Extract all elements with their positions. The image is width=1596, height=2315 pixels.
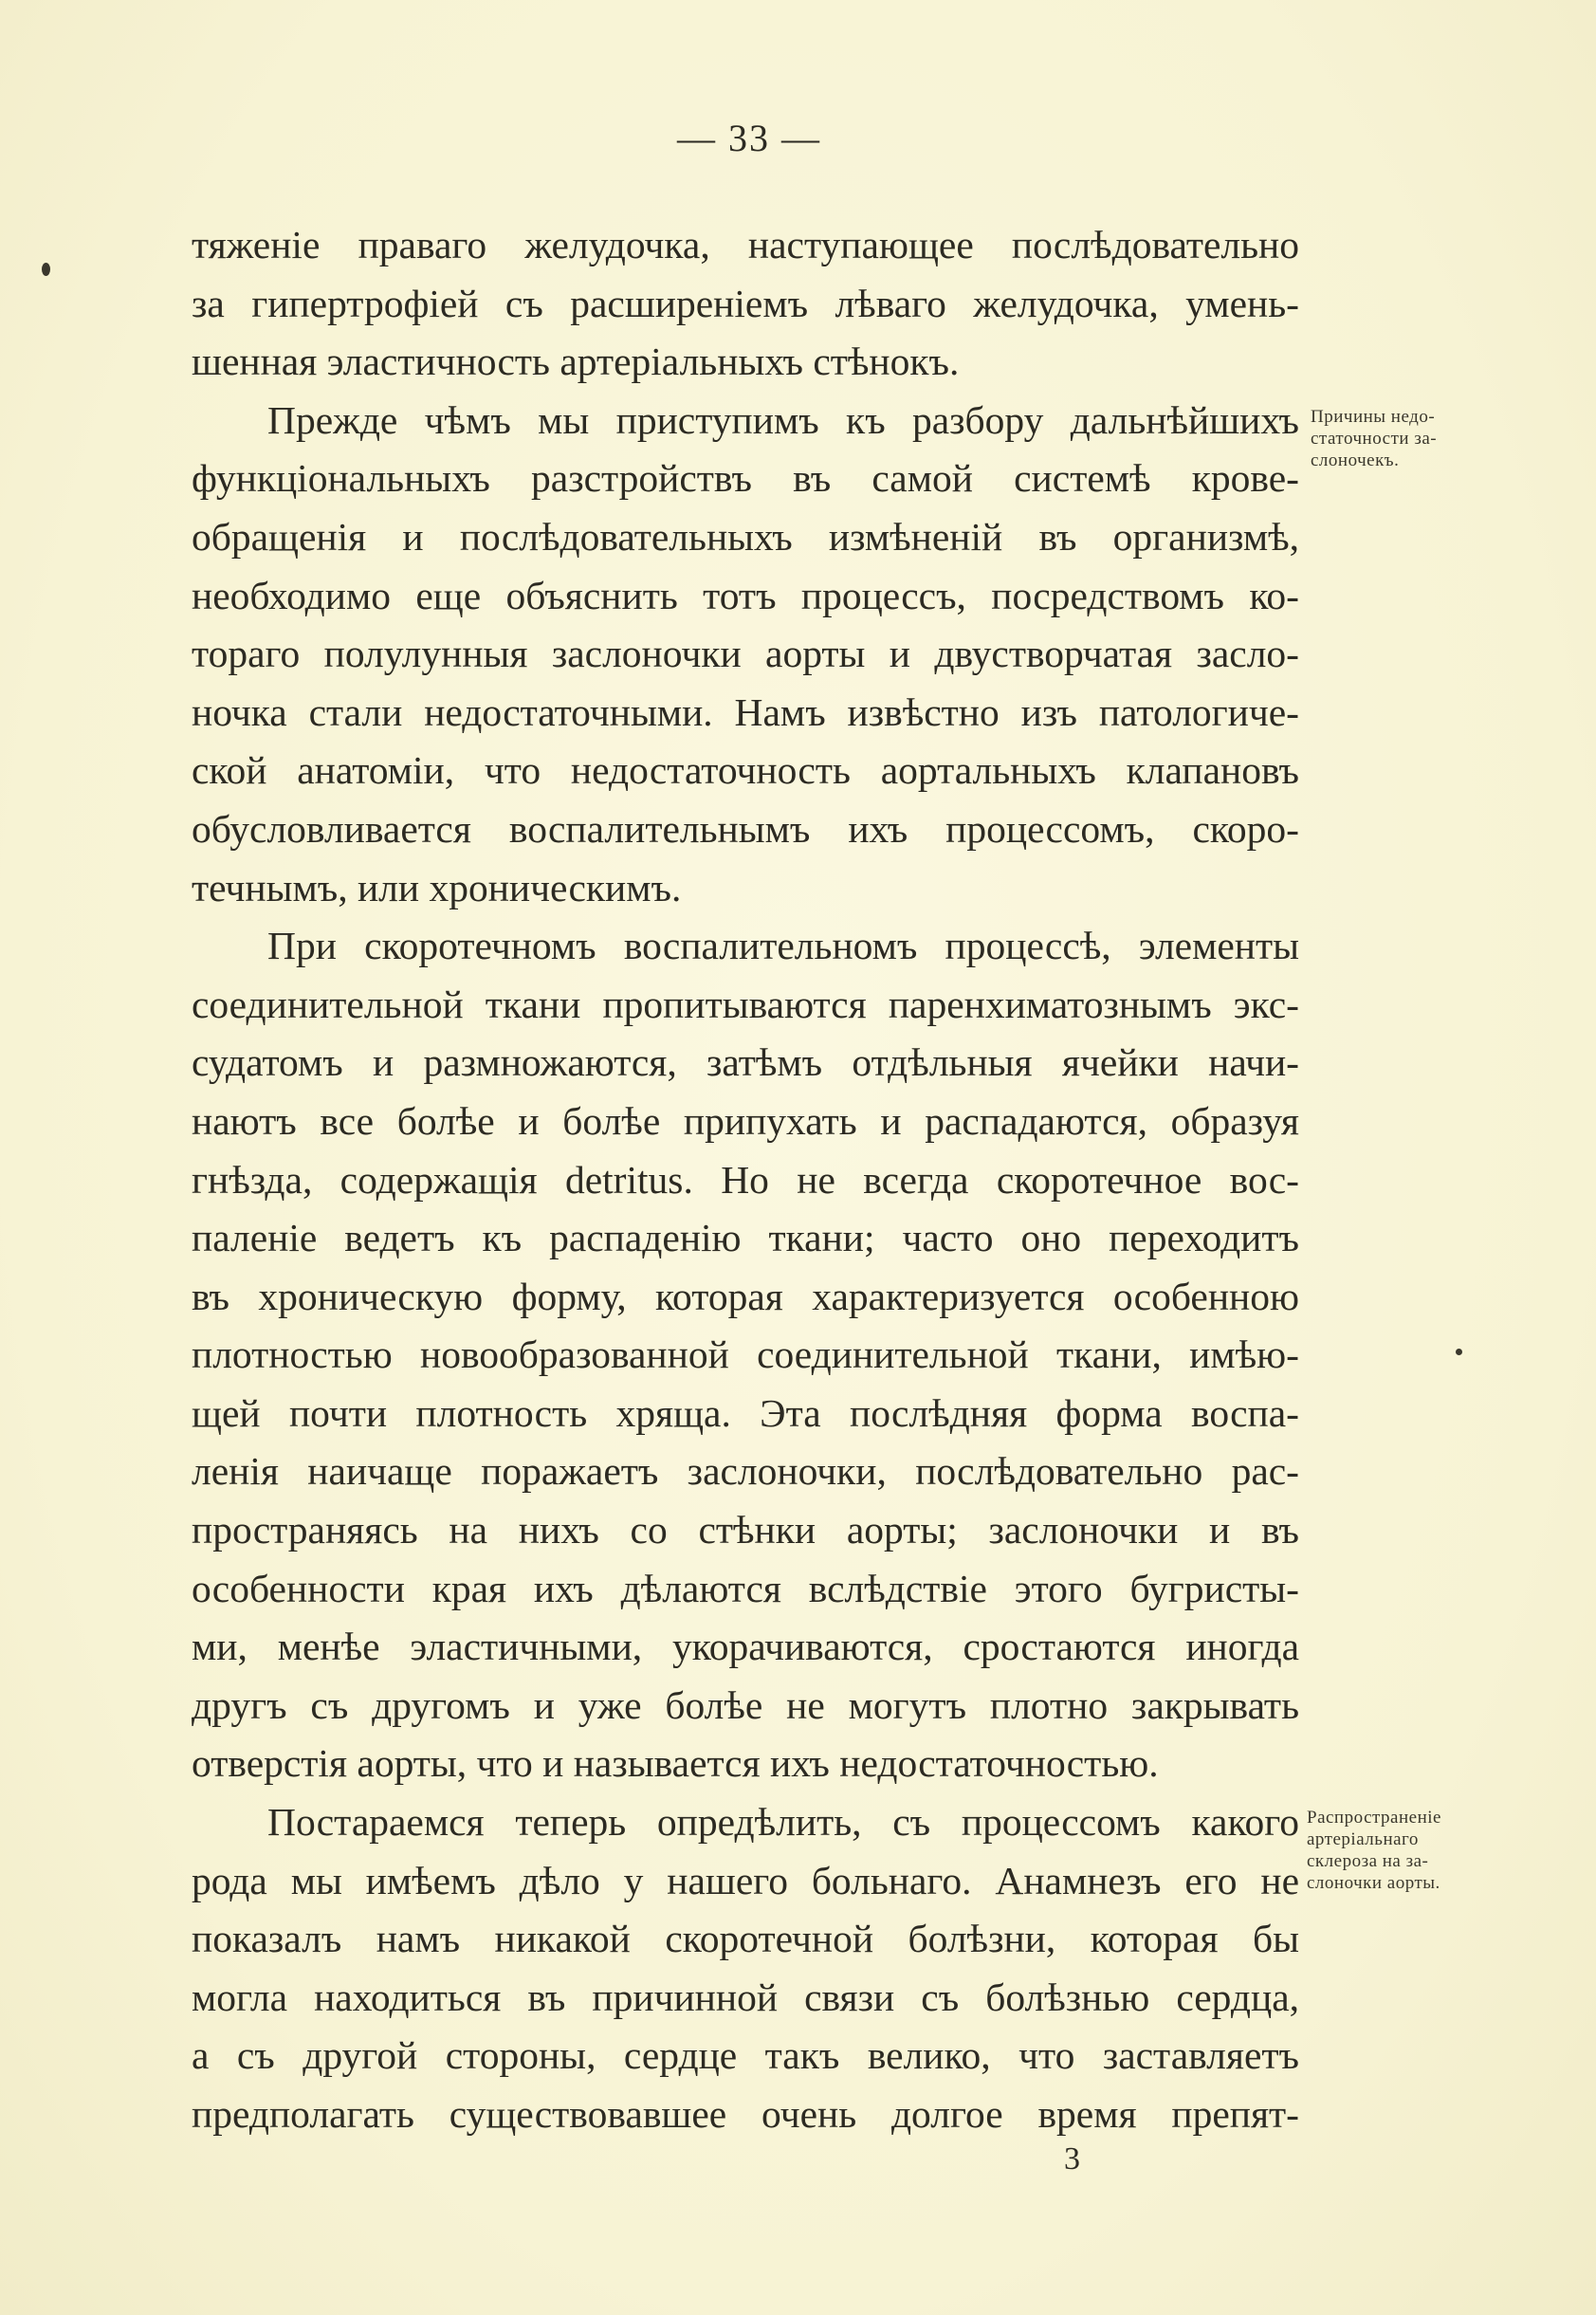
margin-note-spread — [1307, 1807, 1441, 1894]
text-line: соединительной ткани пропитываются паренхиматознымъ экс- — [192, 982, 1299, 1026]
text-line: течнымъ, или хроническимъ. — [192, 865, 682, 909]
text-line: могла находиться въ причинной связи съ болѣзнью сердца, — [192, 1975, 1299, 2019]
text-line: рода мы имѣемъ дѣло у нашего больнаго. Анамнезъ его не — [192, 1858, 1299, 1902]
text-line: особенности края ихъ дѣлаются вслѣдствіе этого бугристы- — [192, 1566, 1299, 1610]
text-line: ской анатоміи, что недостаточность аортальныхъ клапановъ — [192, 748, 1299, 793]
margin-note-line: статочности за- — [1311, 429, 1438, 449]
text-line: Прежде чѣмъ мы приступимъ къ разбору дальнѣйшихъ — [267, 397, 1299, 442]
text-line: пространяясь на нихъ со стѣнки аорты; заслоночки и въ — [192, 1508, 1299, 1553]
text-line: обусловливается воспалительнымъ ихъ процессомъ, скоро- — [192, 806, 1299, 851]
text-line: за гипертрофіей съ расширеніемъ лѣваго желудочка, умень- — [192, 281, 1299, 325]
margin-note-line: слоночки аорты. — [1307, 1873, 1440, 1893]
margin-note-line: слоночекъ. — [1311, 450, 1400, 470]
text-line: другъ съ другомъ и уже болѣе не могутъ плотно закрывать — [192, 1682, 1299, 1727]
text-line: необходимо еще объяснить тотъ процессъ, посредствомъ ко- — [192, 573, 1299, 617]
text-line: ленія наичаще поражаетъ заслоночки, послѣдовательно рас- — [192, 1449, 1299, 1494]
margin-note-causes — [1311, 406, 1437, 471]
text-line: щей почти плотность хряща. Эта послѣдняя форма воспа- — [192, 1390, 1299, 1435]
text-line: ми, менѣе эластичными, укорачиваются, сростаются иногда — [192, 1625, 1299, 1669]
text-line: Постараемся теперь опредѣлить, съ процессомъ какого — [267, 1800, 1299, 1845]
main-text — [192, 216, 1299, 2144]
text-line: въ хроническую форму, которая характеризуется особенною — [192, 1274, 1299, 1318]
text-line: плотностью новообразованной соединительной ткани, имѣю- — [192, 1332, 1299, 1377]
ink-speck — [1456, 1349, 1462, 1355]
margin-note-line: склероза на за- — [1307, 1851, 1429, 1871]
text-line: тяженіе праваго желудочка, наступающее послѣдовательно — [192, 223, 1299, 266]
text-line: При скоротечномъ воспалительномъ процессѣ, элементы — [267, 924, 1299, 968]
ink-speck — [42, 263, 50, 276]
text-line: предполагать существовавшее очень долгое время препят- — [192, 2092, 1299, 2136]
text-line: ночка стали недостаточными. Намъ извѣстно изъ патологиче- — [192, 689, 1299, 734]
margin-note-line: артеріальнаго — [1307, 1829, 1419, 1849]
text-line: тораго полулунныя заслоночки аорты и двустворчатая засло- — [192, 632, 1299, 676]
text-line: гнѣзда, содержащія detritus. Но не всегда скоротечное вос- — [192, 1157, 1299, 1202]
text-line: паленіе ведетъ къ распаденію ткани; часто оно переходитъ — [192, 1216, 1299, 1260]
text-line: показалъ намъ никакой скоротечной болѣзни, которая бы — [192, 1917, 1299, 1961]
text-line: шенная эластичность артеріальныхъ стѣнокъ. — [192, 340, 960, 384]
text-line: наютъ все болѣе и болѣе припухать и распадаются, образуя — [192, 1098, 1299, 1143]
margin-note-line: Распространеніе — [1307, 1808, 1441, 1828]
text-line: обращенія и послѣдовательныхъ измѣненій въ организмѣ, — [192, 514, 1299, 559]
signature-mark: 3 — [1064, 2141, 1080, 2177]
text-line: а съ другой стороны, сердце такъ велико, что заставляетъ — [192, 2033, 1299, 2078]
page-number: — 33 — — [677, 117, 821, 159]
text-line: судатомъ и размножаются, затѣмъ отдѣльныя ячейки начи- — [192, 1040, 1299, 1085]
margin-note-line: Причины недо- — [1311, 407, 1436, 427]
text-line: отверстія аорты, что и называется ихъ недостаточностью. — [192, 1741, 1159, 1786]
text-line: функціональныхъ разстройствъ въ самой системѣ крове- — [192, 456, 1299, 501]
